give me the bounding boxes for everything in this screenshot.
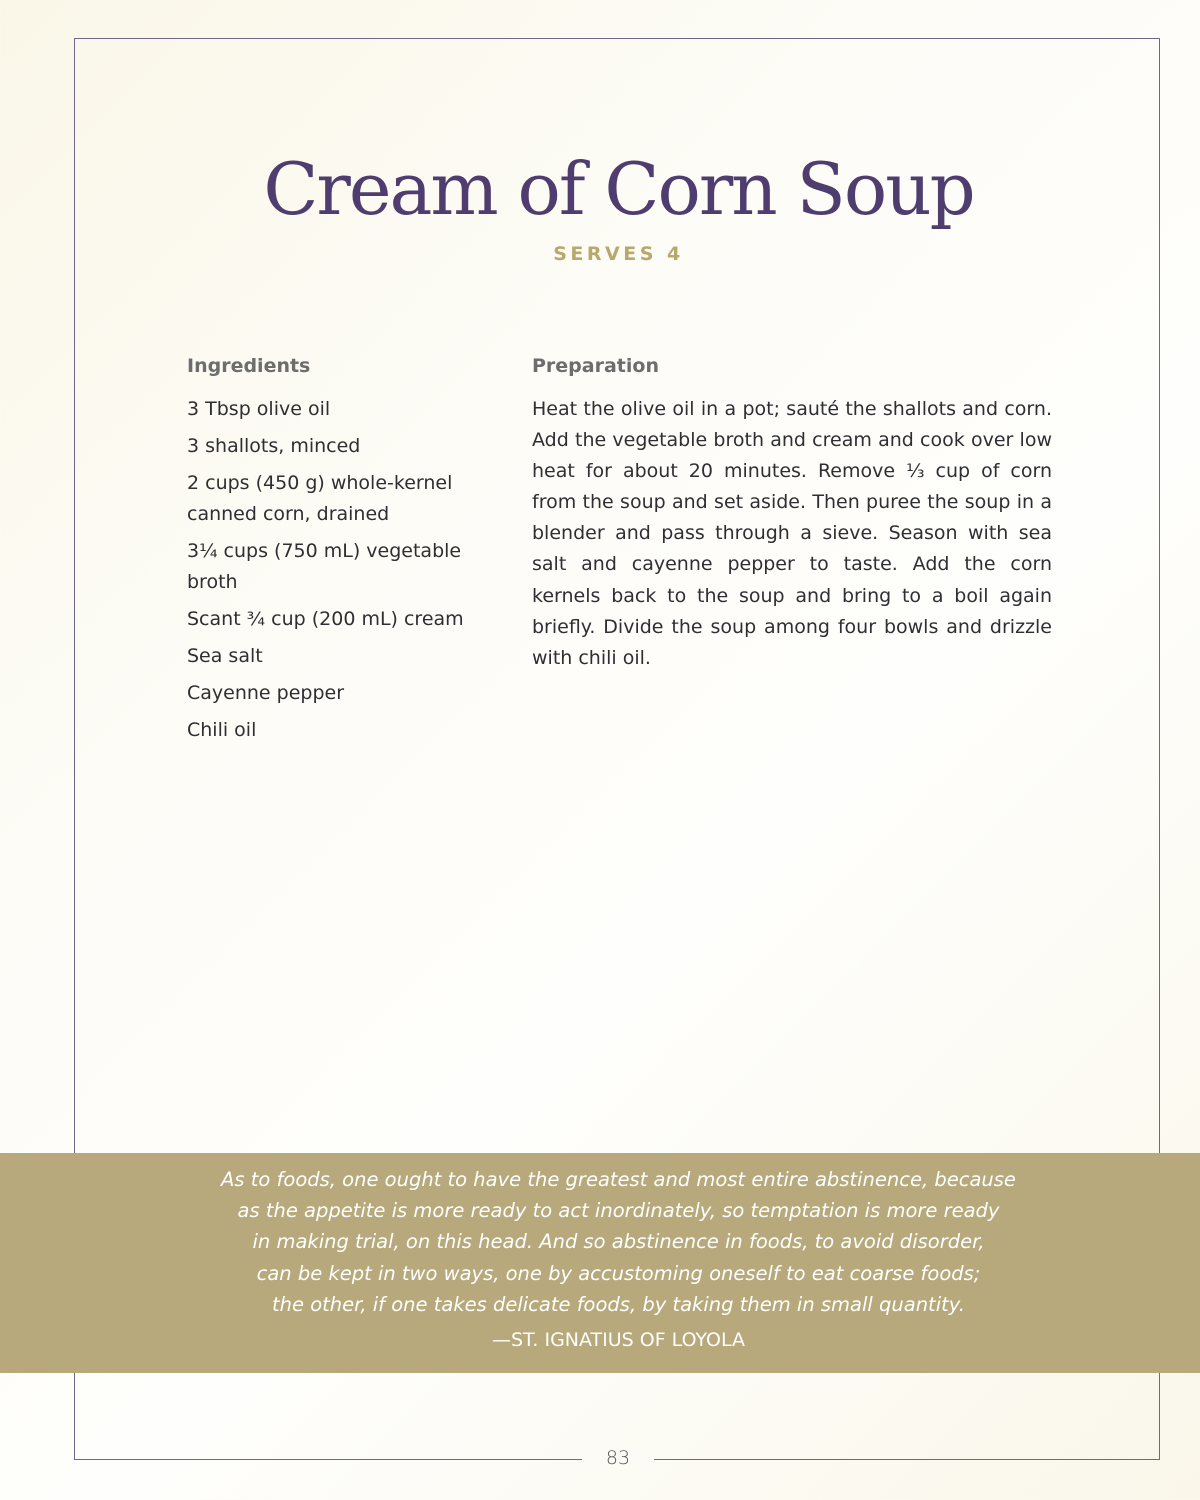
ingredient-item: Scant ¾ cup (200 mL) cream [187,608,464,630]
ingredient-item: 3 shallots, minced [187,435,361,457]
quote-line: the other, if one takes delicate foods, by taking them in small quantity. [272,1292,965,1316]
recipe-title: Cream of Corn Soup [263,147,974,231]
ingredient-item: 3 Tbsp olive oil [187,398,331,420]
quote-line: in making trial, on this head. And so abstinence in foods, to avoid disorder, [252,1230,985,1254]
ingredients-heading: Ingredients [187,355,311,377]
ingredient-item: Chili oil [187,719,257,741]
ingredients-list [187,394,477,752]
quote-line: can be kept in two ways, one by accustoming oneself to eat coarse foods; [256,1261,981,1285]
ingredient-item: Sea salt [187,645,263,667]
ingredient-item: Cayenne pepper [187,682,345,704]
quote-attribution: —ST. IGNATIUS OF LOYOLA [491,1329,746,1351]
ingredient-item: 3¼ cups (750 mL) vegetable broth [187,540,462,593]
quote-line: as the appetite is more ready to act inordinately, so temptation is more ready [237,1199,1000,1223]
quote-line: As to foods, one ought to have the greatest and most entire abstinence, because [221,1168,1016,1191]
preparation-heading: Preparation [532,355,659,377]
preparation-text: Heat the olive oil in a pot; sauté the shallots and corn. Add the vegetable broth and cream and cook over low heat for about 20 minutes. Remove ⅓ cup of corn from the soup and set aside. Then puree the soup in a blender and pass through a sieve. Season with sea salt and cayenne pepper to taste. Add the corn kernels back to the soup and bring to a boil again briefly. Divide the soup among four bowls and drizzle with chili oil. [532,398,1052,669]
page-number: 83 [605,1447,631,1469]
serves-label: SERVES 4 [553,243,684,265]
quote-text [0,1164,1200,1320]
ingredient-item: 2 cups (450 g) whole-kernel canned corn, drained [187,472,453,525]
